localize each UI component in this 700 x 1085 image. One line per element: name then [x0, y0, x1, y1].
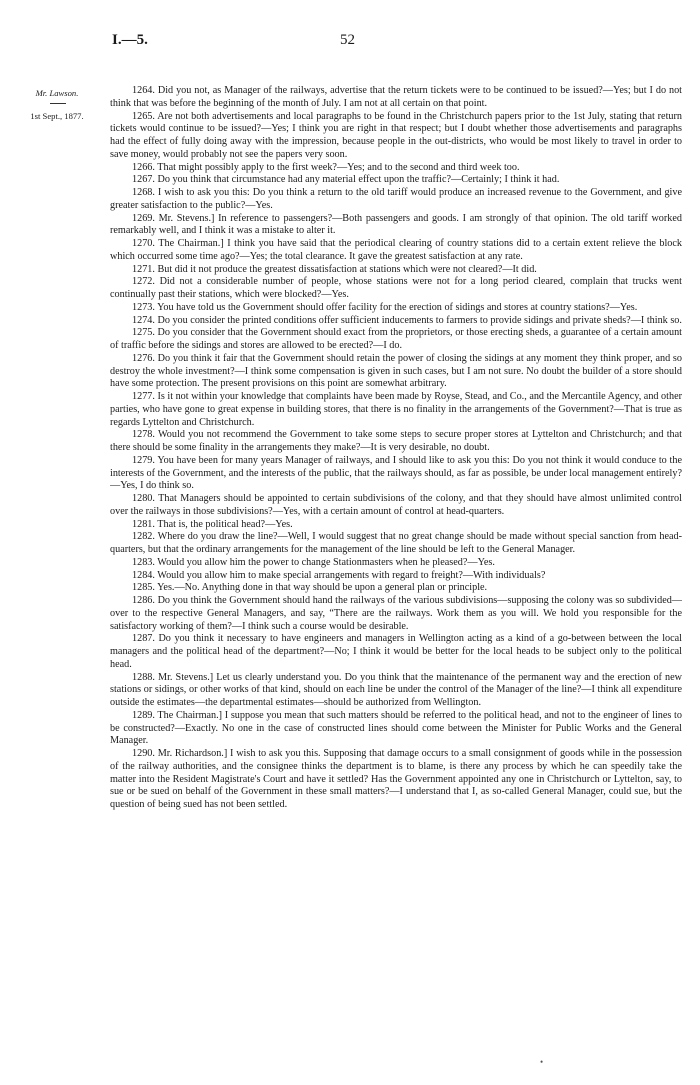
paragraph-1282: 1282. Where do you draw the line?—Well, I would suggest that no great change should be made without special sanction from head-quarters, but that the ordinary arrangements for the management of the line should be left to the General Manager. [110, 531, 682, 555]
margin-date: 1st Sept., 1877. [30, 111, 84, 121]
paragraph-1267: 1267. Do you think that circumstance had any material effect upon the traffic?—Certainly; I think it had. [132, 174, 560, 186]
paragraph-1274: 1274. Do you consider the printed conditions offer sufficient inducements to farmers to provide sidings and private sheds?—I think so. [132, 314, 682, 326]
paragraph-1278: 1278. Would you not recommend the Government to take some steps to secure proper stores at Lyttelton and Christchurch; and that there should be some finality in the arrangements they make?—It is very desirable, no doubt. [110, 429, 682, 453]
document-reference: I.—5. [112, 32, 148, 48]
paragraph-1275: 1275. Do you consider that the Government should exact from the proprietors, or those erecting sheds, a guarantee of a certain amount of traffic before the sidings and stores are allowed to be erected?—I do. [110, 327, 682, 351]
paragraph-1289: 1289. The Chairman.] I suppose you mean that such matters should be referred to the political head, and not to the engineer of lines to be constructed?—Exactly. No one in the case of constructed lines should come between the Minister for Public Works and the General Manager. [110, 709, 682, 747]
paragraph-1285: 1285. Yes.—No. Anything done in that way should be upon a general plan or principle. [132, 582, 488, 594]
paragraph-1281: 1281. That is, the political head?—Yes. [132, 518, 293, 530]
paragraph-1273: 1273. You have told us the Government should offer facility for the erection of sidings and stores at country stations?—Yes. [132, 301, 638, 313]
paragraph-1271: 1271. But did it not produce the greatest dissatisfaction at stations which were not cleared?—It did. [132, 263, 537, 275]
paragraph-1284: 1284. Would you allow him to make special arrangements with regard to freight?—With individuals? [132, 569, 546, 581]
paragraph-1279: 1279. You have been for many years Manager of railways, and I should like to ask you this: Do you not think it would conduce to the interests of the Government, and the interests of the public, that the railways should, as far as possible, be under local management entirely?—Yes, I do think so. [110, 454, 682, 492]
paragraph-1280: 1280. That Managers should be appointed to certain subdivisions of the colony, and that they should have almost unlimited control over the railways in those subdivisions?—Yes, with a certain amount of control at head-quarters. [110, 493, 682, 517]
paragraph-1264: 1264. Did you not, as Manager of the railways, advertise that the return tickets were to be continued to be issued?—Yes; but I do not think that was before the beginning of the month of July. I am not at all certain on that point. [110, 85, 682, 109]
margin-witness-name: Mr. Lawson. [35, 88, 79, 98]
paragraph-1269: 1269. Mr. Stevens.] In reference to passengers?—Both passengers and goods. I am strongly of that opinion. The old tariff worked remarkably well, and I think it was a mistake to alter it. [110, 212, 682, 237]
paragraph-1290: 1290. Mr. Richardson.] I wish to ask you this. Supposing that damage occurs to a small consignment of goods while in the possession of the railway authorities, and the consignee thinks the department is to blame, is there any process by which he can speedily take the matter into the Resident Magistrate's Court and have it settled? Has the Government appointed any one in Christchurch or Lyttelton, say, to sue or be sued on behalf of the Government in these small matters?—I understand that I, as so-called General Manager, could sue, but the question of being sued has not been settled. [110, 748, 682, 810]
paragraph-1288: 1288. Mr. Stevens.] Let us clearly understand you. Do you think that the maintenance of the permanent way and the erection of new stations or sidings, or other works of that kind, should on each line be under the control of the Manager of the line?—I think all expenditure outside the estimates—the departmental estimates—should be authorized from Wellington. [110, 671, 682, 708]
testimony-body [110, 85, 682, 1075]
paragraph-1277: 1277. Is it not within your knowledge that complaints have been made by Royse, Stead, and Co., and the Mercantile Agency, and other parties, who have gone to great expense in building stores, that there is no finality in the arrangements of the Government?—That is true as regards Lyttelton and Christchurch. [110, 391, 682, 428]
page-header [0, 32, 700, 56]
page-number: 52 [340, 32, 355, 48]
paragraph-1286: 1286. Do you think the Government should hand the railways of the various subdivisions—supposing the colony was so subdivided—over to the respective General Managers, and say, “There are the railways. Work them as you will. We hold you responsible for the satisfactory working of them?—I think such a course would be desirable. [110, 595, 682, 632]
paragraph-1287: 1287. Do you think it necessary to have engineers and managers in Wellington acting as a kind of a go-between between the local managers and the political head of the department?—No; I think it would be better for the local heads to be subject only to the political head. [110, 633, 682, 670]
bottom-mark: • [540, 1057, 544, 1067]
paragraph-1266: 1266. That might possibly apply to the first week?—Yes; and to the second and third week too. [132, 161, 520, 173]
paragraph-1272: 1272. Did not a considerable number of people, whose stations were not for a long period cleared, complain that trucks went continually past their stations, which were blocked?—Yes. [110, 276, 682, 300]
paragraph-1283: 1283. Would you allow him the power to change Stationmasters when he pleased?—Yes. [132, 556, 495, 568]
paragraph-1270: 1270. The Chairman.] I think you have said that the periodical clearing of country stations did to a certain extent relieve the block which occurred some time ago?—Yes; the total clearance. It gave the greatest satisfaction at any rate. [110, 238, 682, 262]
paragraph-1268: 1268. I wish to ask you this: Do you think a return to the old tariff would produce an increased revenue to the Government, and give greater satisfaction to the public?—Yes. [110, 187, 682, 211]
paragraph-1265: 1265. Are not both advertisements and local paragraphs to be found in the Christchurch papers prior to the 1st July, stating that return tickets would continue to be issued?—Yes; I think you are right in that respect; but I doubt whether those advertisements and paragraphs had the effect of fully doing away with the impression, because people in the out-districts, who would be most likely to travel in order to save money, would probably not see the papers very soon. [110, 110, 682, 160]
margin-rule [50, 103, 66, 104]
paragraph-1276: 1276. Do you think it fair that the Government should retain the power of closing the sidings at any moment they think proper, and so destroy the whole investment?—I think some compensation is given in such cases, but I am not sure. No doubt the builder of a store should have some protection. The present provisions on this point are somewhat arbitrary. [110, 352, 682, 390]
